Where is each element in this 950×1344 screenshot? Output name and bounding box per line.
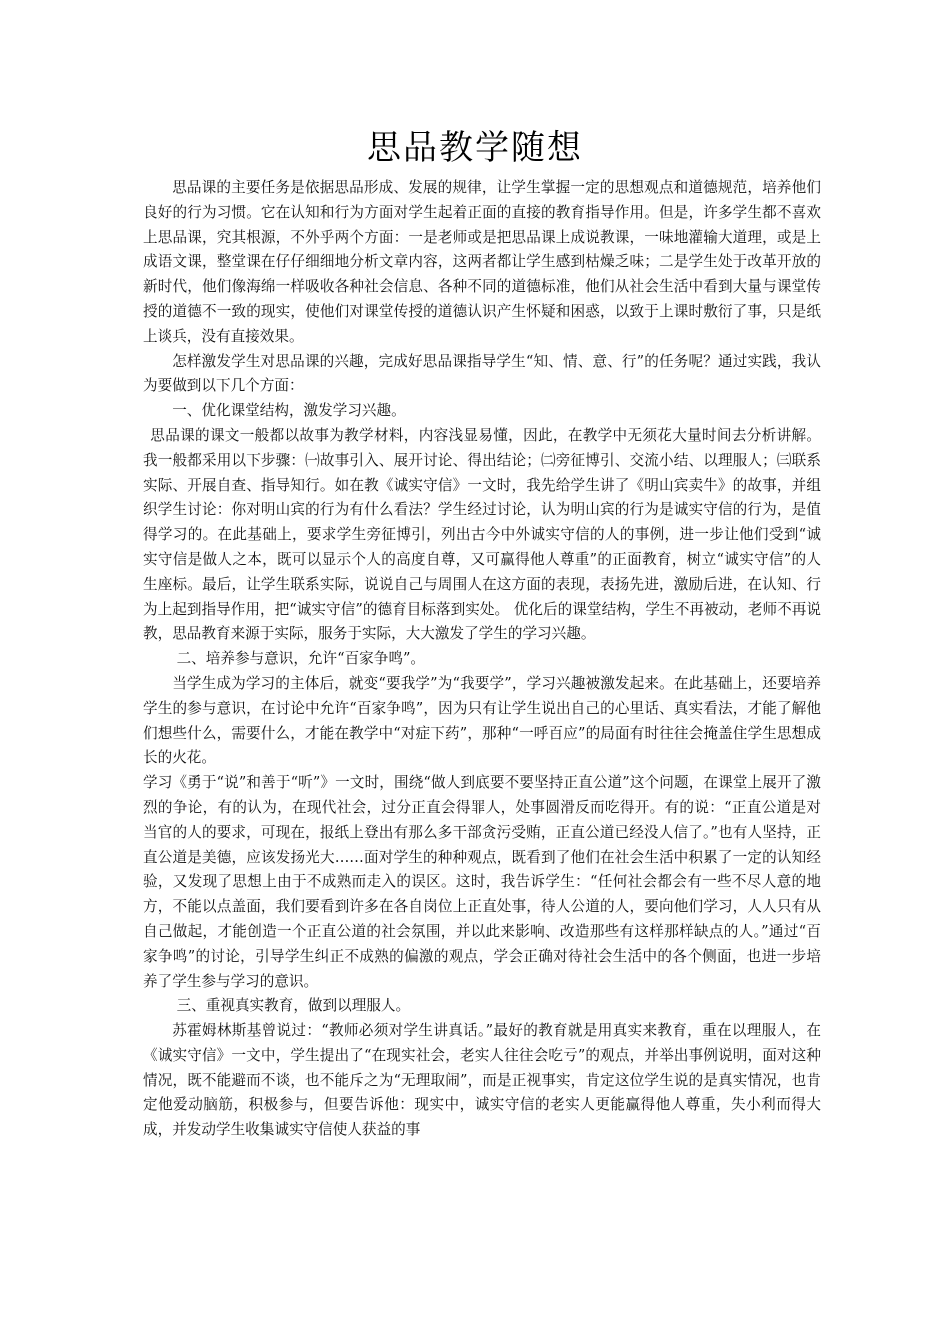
section-heading-2: 二、培养参与意识，允许“百家争鸣”。 [176,650,426,668]
paragraph-intro: 思品课的主要任务是依据思品形成、发展的规律，让学生掌握一定的思想观点和道德规范，培养他们良好的行为习惯。它在认知和行为方面对学生起着正面的直接的教育指导作用。但是，许多学生都不喜欢上思品课，究其根源，不外乎两个方面：一是老师或是把思品课上成说教课，一味地灌输大道理，或是上成语文课，整堂课在仔仔细细地分析文章内容，这两者都让学生感到枯燥乏味；二是学生处于改革开放的新时代，他们像海绵一样吸收各种社会信息、各种不同的道德标准，他们从社会生活中看到大量与课堂传授的道德不一致的现实，使他们对课堂传授的道德认识产生怀疑和困惑，以致于上课时敷衍了事，只是纸上谈兵，没有直接效果。 [143,179,821,345]
paragraph-section-2a: 当学生成为学习的主体后，就变“要我学”为“我要学”，学习兴趣被激发起来。在此基础上，还要培养学生的参与意识，在讨论中允许“百家争鸣”，因为只有让学生说出自己的心里话、真实看法，才能了解他们想些什么，需要什么，才能在教学中“对症下药”，那种“一呼百应”的局面有时往往会掩盖住学生思想成长的火花。 [143,674,821,767]
document-body [143,176,821,1143]
paragraph-section-2b: 学习《勇于“说”和善于“听”》一文时，围绕“做人到底要不要坚持正直公道”这个问题，在课堂上展开了激烈的争论，有的认为，在现代社会，过分正直会得罪人，处事圆滑反而吃得开。有的说：“正直公道是对当官的人的要求，可现在，报纸上登出有那么多干部贪污受贿，正直公道已经没人信了。”也有人坚持，正直公道是美德，应该发扬光大……面对学生的种种观点，既看到了他们在社会生活中积累了一定的认知经验，又发现了思想上由于不成熟而走入的误区。这时，我告诉学生：“任何社会都会有一些不尽人意的地方，不能以点盖面，我们要看到许多在各自岗位上正直处事，待人公道的人，要向他们学习，人人只有从自己做起，才能创造一个正直公道的社会氛围，并以此来影响、改造那些有这样那样缺点的人。”通过“百家争鸣”的讨论，引导学生纠正不成熟的偏激的观点，学会正确对待社会生活中的各个侧面，也进一步培养了学生参与学习的意识。 [143,774,821,990]
section-heading-3: 三、重视真实教育，做到以理服人。 [176,997,411,1015]
paragraph-section-1: 思品课的课文一般都以故事为教学材料，内容浅显易懂，因此，在教学中无须花大量时间去分析讲解。我一般都采用以下步骤：㈠故事引入、展开讨论、得出结论；㈡旁征博引、交流小结、以理服人；㈢联系实际、开展自查、指导知行。如在教《诚实守信》一文时，我先给学生讲了《明山宾卖牛》的故事，并组织学生讨论：你对明山宾的行为有什么看法？学生经过讨论，认为明山宾的行为是诚实守信的行为，是值得学习的。在此基础上，要求学生旁征博引，列出古今中外诚实守信的人的事例，进一步让他们受到“诚实守信是做人之本，既可以显示个人的高度自尊，又可赢得他人尊重”的正面教育，树立“诚实守信”的人生座标。最后，让学生联系实际，说说自己与周围人在这方面的表现，表扬先进，激励后进，在认知、行为上起到指导作用，把“诚实守信”的德育目标落到实处。 优化后的课堂结构，学生不再被动，老师不再说教，思品教育来源于实际，服务于实际，大大激发了学生的学习兴趣。 [143,426,821,643]
document-title: 思品教学随想 [367,128,583,168]
paragraph-question: 怎样激发学生对思品课的兴趣，完成好思品课指导学生“知、情、意、行”的任务呢？通过实践，我认为要做到以下几个方面： [143,352,821,395]
section-heading-1: 一、优化课堂结构，激发学习兴趣。 [172,402,406,420]
paragraph-section-3: 苏霍姆林斯基曾说过：“教师必须对学生讲真话。”最好的教育就是用真实来教育，重在以理服人，在《诚实守信》一文中，学生提出了“在现实社会，老实人往往会吃亏”的观点，并举出事例说明，面对这种情况，既不能避而不谈，也不能斥之为“无理取闹”，而是正视事实，肯定这位学生说的是真实情况，也肯定他爱动脑筋，积极参与，但要告诉他：现实中，诚实守信的老实人更能赢得他人尊重，失小利而得大成，并发动学生收集诚实守信使人获益的事 [143,1022,821,1139]
